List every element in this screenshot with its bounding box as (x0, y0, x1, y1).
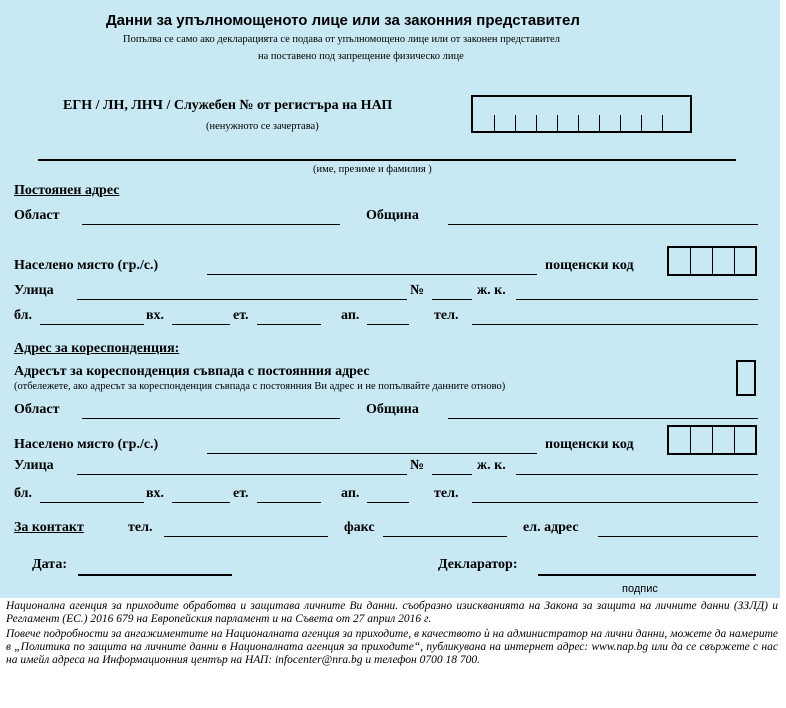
perm-number-line[interactable] (432, 299, 472, 300)
perm-phone-line[interactable] (472, 324, 758, 325)
corr-floor-line[interactable] (257, 502, 321, 503)
permanent-address-heading: Постоянен адрес (14, 183, 120, 198)
declarator-label: Декларатор: (438, 557, 518, 572)
corr-same-label: Адресът за кореспонденция съвпада с постоянния адрес (14, 364, 370, 379)
contact-phone-line[interactable] (164, 536, 328, 537)
perm-street-line[interactable] (77, 299, 407, 300)
form-title: Данни за упълномощеното лице или за законния представител (106, 12, 580, 29)
perm-entrance-label: вх. (146, 308, 165, 323)
corr-floor-label: ет. (233, 486, 249, 501)
corr-apartment-line[interactable] (367, 502, 409, 503)
id-label: ЕГН / ЛН, ЛНЧ / Служебен № от регистъра на НАП (63, 98, 393, 113)
perm-phone-label: тел. (434, 308, 459, 323)
perm-number-label: № (410, 283, 425, 298)
perm-district-label: ж. к. (477, 283, 506, 298)
corr-municipality-line[interactable] (448, 418, 758, 419)
corr-block-line[interactable] (40, 502, 144, 503)
corr-phone-label: тел. (434, 486, 459, 501)
perm-floor-label: ет. (233, 308, 249, 323)
corr-block-label: бл. (14, 486, 33, 501)
declarator-line[interactable] (538, 574, 756, 576)
contact-fax-label: факс (344, 520, 375, 535)
corr-phone-line[interactable] (472, 502, 758, 503)
id-digit-cells (473, 115, 690, 131)
contact-email-line[interactable] (598, 536, 758, 537)
perm-entrance-line[interactable] (172, 324, 230, 325)
form-subtitle-line1: Попълва се само ако декларацията се подава от упълномощено лице или от законен представител (123, 34, 560, 45)
corr-postcode-boxes[interactable] (667, 425, 757, 455)
date-label: Дата: (32, 557, 67, 572)
perm-municipality-label: Община (366, 208, 419, 223)
perm-settlement-label: Населено място (гр./с.) (14, 258, 159, 273)
corr-settlement-label: Населено място (гр./с.) (14, 437, 159, 452)
id-hint: (ненужното се зачертава) (206, 121, 319, 132)
perm-region-line[interactable] (82, 224, 340, 225)
form-subtitle-line2: на поставено под запрещение физическо лице (258, 51, 464, 62)
corr-entrance-line[interactable] (172, 502, 230, 503)
perm-street-label: Улица (14, 283, 54, 298)
corr-street-line[interactable] (77, 474, 407, 475)
id-number-boxes[interactable] (471, 95, 692, 133)
name-hint: (име, презиме и фамилия ) (313, 164, 432, 175)
corr-number-line[interactable] (432, 474, 472, 475)
perm-apartment-line[interactable] (367, 324, 409, 325)
perm-postcode-boxes[interactable] (667, 246, 757, 276)
perm-district-line[interactable] (516, 299, 758, 300)
perm-region-label: Област (14, 208, 60, 223)
corr-number-label: № (410, 458, 425, 473)
perm-block-line[interactable] (40, 324, 144, 325)
privacy-notice-para2: Повече подробности за ангажиментите на Националната агенция за приходите, в качеството ѝ на администратор на лични данни, можете да намерите в „Политика по защита на личните данни в Националната агенция за приходите“, публикувана на интернет адрес: www.nap.bg или да се свържете с нас на имейл адреса на Информационния център на НАП: infocenter@nra.bg и телефон 0700 18 700. (6, 628, 778, 666)
corr-entrance-label: вх. (146, 486, 165, 501)
perm-postcode-label: пощенски код (545, 258, 634, 273)
name-line[interactable] (38, 159, 736, 161)
corr-same-hint: (отбележете, ако адресът за кореспонденция съвпада с постоянния Ви адрес и не попълвайте данните отново) (14, 381, 506, 392)
perm-apartment-label: ап. (341, 308, 360, 323)
corr-region-label: Област (14, 402, 60, 417)
contact-phone-label: тел. (128, 520, 153, 535)
perm-block-label: бл. (14, 308, 33, 323)
corr-region-line[interactable] (82, 418, 340, 419)
perm-municipality-line[interactable] (448, 224, 758, 225)
corr-district-line[interactable] (516, 474, 758, 475)
corr-postcode-label: пощенски код (545, 437, 634, 452)
correspondence-heading: Адрес за кореспонденция: (14, 341, 180, 356)
signature-caption: подпис (622, 583, 658, 595)
corr-same-checkbox[interactable] (736, 360, 756, 396)
contact-heading: За контакт (14, 520, 84, 535)
corr-district-label: ж. к. (477, 458, 506, 473)
contact-email-label: ел. адрес (523, 520, 579, 535)
perm-floor-line[interactable] (257, 324, 321, 325)
date-line[interactable] (78, 574, 232, 576)
contact-fax-line[interactable] (383, 536, 507, 537)
corr-municipality-label: Община (366, 402, 419, 417)
perm-settlement-line[interactable] (207, 274, 537, 275)
corr-settlement-line[interactable] (207, 453, 537, 454)
corr-apartment-label: ап. (341, 486, 360, 501)
privacy-notice-para1: Национална агенция за приходите обработва и защитава личните Ви данни. съобразно изискванията на Закона за защита на личните данни (ЗЗЛД) и Регламент (ЕС.) 2016 679 на Европейския парламент и на Съвета от 27 април 2016 г. (6, 600, 778, 625)
corr-street-label: Улица (14, 458, 54, 473)
